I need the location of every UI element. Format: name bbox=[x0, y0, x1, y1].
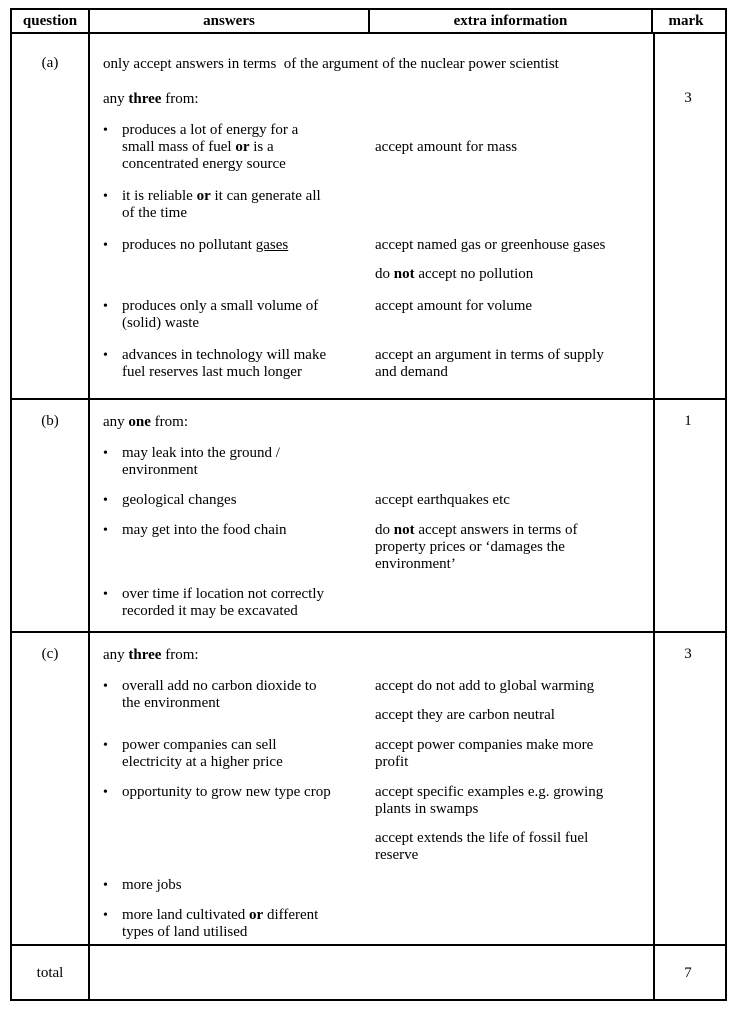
column-header-answers: answers bbox=[88, 10, 368, 32]
answer-text: over time if location not correctly recorded it may be excavated bbox=[122, 586, 325, 619]
extra-info-text bbox=[375, 907, 645, 941]
bullet-icon: • bbox=[103, 238, 108, 253]
answer-text: opportunity to grow new type crop bbox=[122, 784, 331, 800]
any-from-text: any one from: bbox=[103, 414, 188, 430]
bullet-icon: • bbox=[103, 493, 108, 508]
mark-scheme-table bbox=[10, 8, 727, 1001]
answers-extra-cell bbox=[88, 400, 653, 631]
extra-info-text: accept amount for volume bbox=[375, 298, 533, 314]
extra-info-text: accept amount for mass bbox=[375, 139, 518, 155]
bullet-icon: • bbox=[103, 348, 108, 363]
extra-info-text: accept specific examples e.g. growing plants in swamps accept extends the life of fossil fuel reserve bbox=[375, 784, 604, 863]
answers-extra-cell bbox=[88, 34, 653, 398]
table-row-total bbox=[12, 944, 725, 999]
list-item bbox=[103, 737, 645, 771]
total-mark-value: 7 bbox=[653, 946, 721, 999]
extra-info-text: accept an argument in terms of supply and demand bbox=[375, 347, 604, 380]
answer-text: more land cultivated or different types of land utilised bbox=[122, 907, 319, 940]
total-label: total bbox=[36, 965, 64, 981]
question-label: (b) bbox=[41, 413, 59, 429]
column-header-extra-information: extra information bbox=[368, 10, 651, 32]
bullet-icon: • bbox=[103, 679, 108, 694]
answer-text: power companies can sell electricity at a higher price bbox=[122, 737, 283, 770]
bullet-icon: • bbox=[103, 123, 108, 138]
bullet-icon: • bbox=[103, 299, 108, 314]
extra-info-text bbox=[375, 188, 645, 222]
bullet-icon: • bbox=[103, 523, 108, 538]
bullet-icon: • bbox=[103, 587, 108, 602]
list-item bbox=[103, 522, 645, 573]
answer-text: overall add no carbon dioxide to the environment bbox=[122, 678, 317, 711]
bullet-icon: • bbox=[103, 878, 108, 893]
bullet-icon: • bbox=[103, 189, 108, 204]
any-from-text: any three from: bbox=[103, 647, 199, 663]
answer-text: it is reliable or it can generate all of the time bbox=[122, 188, 321, 221]
question-label: (c) bbox=[41, 646, 59, 662]
answer-text: may get into the food chain bbox=[122, 522, 287, 538]
list-item bbox=[103, 237, 645, 283]
table-header-row bbox=[12, 10, 725, 32]
answer-text: geological changes bbox=[122, 492, 237, 508]
bullet-icon: • bbox=[103, 446, 108, 461]
list-item bbox=[103, 492, 645, 509]
column-header-mark: mark bbox=[651, 10, 719, 32]
extra-info-text: accept named gas or greenhouse gases do not accept no pollution bbox=[375, 237, 606, 282]
bullet-icon: • bbox=[103, 785, 108, 800]
extra-info-text: accept power companies make more profit bbox=[375, 737, 594, 770]
extra-info-text bbox=[375, 586, 645, 620]
list-item bbox=[103, 188, 645, 222]
list-item bbox=[103, 347, 645, 381]
answer-text: may leak into the ground / environment bbox=[122, 445, 280, 478]
any-from-text: any three from: bbox=[103, 91, 199, 107]
list-item bbox=[103, 445, 645, 479]
list-item bbox=[103, 907, 645, 941]
bullet-icon: • bbox=[103, 738, 108, 753]
answer-text: produces only a small volume of (solid) waste bbox=[122, 298, 319, 331]
answer-text: produces no pollutant gases bbox=[122, 237, 289, 253]
mark-value: 3 bbox=[653, 34, 721, 398]
guidance-text: only accept answers in terms of the argument of the nuclear power scientist bbox=[103, 56, 559, 72]
list-item bbox=[103, 586, 645, 620]
extra-info-text bbox=[375, 877, 645, 894]
answers-extra-cell bbox=[88, 633, 653, 944]
table-row-c bbox=[12, 631, 725, 944]
column-header-question: question bbox=[22, 12, 78, 29]
table-row-a bbox=[12, 32, 725, 398]
extra-info-text: do not accept answers in terms of property prices or ‘damages the environment’ bbox=[375, 522, 578, 572]
mark-value: 3 bbox=[653, 633, 721, 944]
extra-info-text: accept earthquakes etc bbox=[375, 492, 510, 508]
list-item bbox=[103, 784, 645, 864]
list-item bbox=[103, 678, 645, 724]
table-row-b bbox=[12, 398, 725, 631]
mark-value: 1 bbox=[653, 400, 721, 631]
list-item bbox=[103, 298, 645, 332]
extra-info-text: accept do not add to global warming accept they are carbon neutral bbox=[375, 678, 595, 723]
total-empty-cell bbox=[88, 946, 653, 999]
list-item bbox=[103, 877, 645, 894]
list-item bbox=[103, 122, 645, 173]
answer-text: advances in technology will make fuel reserves last much longer bbox=[122, 347, 327, 380]
answer-text: produces a lot of energy for a small mass of fuel or is a concentrated energy source bbox=[122, 122, 299, 172]
question-label: (a) bbox=[41, 55, 59, 71]
answer-text: more jobs bbox=[122, 877, 182, 893]
bullet-icon: • bbox=[103, 908, 108, 923]
extra-info-text bbox=[375, 445, 645, 479]
